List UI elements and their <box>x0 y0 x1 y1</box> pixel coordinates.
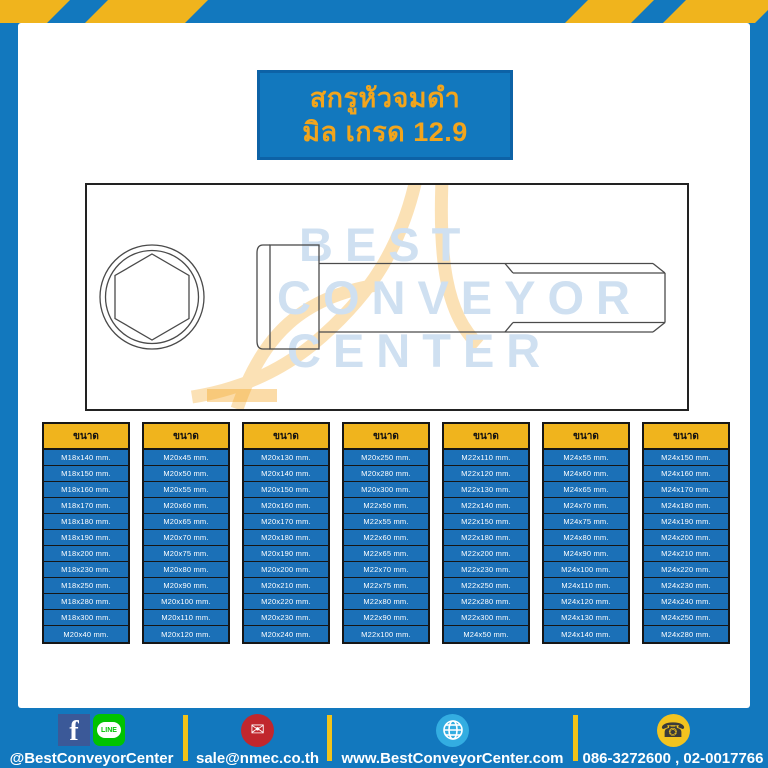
size-cell: M18x190 mm. <box>44 530 128 546</box>
screw-drawing <box>87 185 687 409</box>
size-cell: M24x190 mm. <box>644 514 728 530</box>
size-cell: M18x160 mm. <box>44 482 128 498</box>
size-cell: M18x200 mm. <box>44 546 128 562</box>
footer-phone-section <box>578 708 768 768</box>
size-cell: M24x280 mm. <box>644 626 728 642</box>
line-bubble-text: LINE <box>97 722 121 738</box>
size-cell: M20x40 mm. <box>44 626 128 642</box>
globe-icon <box>436 714 469 747</box>
facebook-icon: f <box>58 714 90 746</box>
line-icon <box>93 714 125 746</box>
size-cell: M24x140 mm. <box>544 626 628 642</box>
size-cell: M20x110 mm. <box>144 610 228 626</box>
size-cell: M24x55 mm. <box>544 450 628 466</box>
size-cell: M18x140 mm. <box>44 450 128 466</box>
size-table-7 <box>642 422 730 644</box>
size-table-6 <box>542 422 630 644</box>
size-table-header: ขนาด <box>144 424 228 450</box>
size-cell: M20x150 mm. <box>244 482 328 498</box>
size-cell: M20x210 mm. <box>244 578 328 594</box>
size-cell: M18x150 mm. <box>44 466 128 482</box>
size-cell: M24x70 mm. <box>544 498 628 514</box>
size-table-2 <box>142 422 230 644</box>
size-cell: M22x120 mm. <box>444 466 528 482</box>
size-cell: M20x140 mm. <box>244 466 328 482</box>
size-table-header: ขนาด <box>344 424 428 450</box>
size-cell: M22x65 mm. <box>344 546 428 562</box>
size-table-4 <box>342 422 430 644</box>
size-cell: M20x300 mm. <box>344 482 428 498</box>
size-table-header: ขนาด <box>444 424 528 450</box>
size-cell: M22x280 mm. <box>444 594 528 610</box>
size-table-header: ขนาด <box>244 424 328 450</box>
size-cell: M22x140 mm. <box>444 498 528 514</box>
size-cell: M24x150 mm. <box>644 450 728 466</box>
size-cell: M24x250 mm. <box>644 610 728 626</box>
size-cell: M20x280 mm. <box>344 466 428 482</box>
size-cell: M24x100 mm. <box>544 562 628 578</box>
head-cap-arc <box>257 245 270 349</box>
size-cell: M20x240 mm. <box>244 626 328 642</box>
size-cell: M20x55 mm. <box>144 482 228 498</box>
head-side <box>270 245 319 349</box>
size-cell: M22x100 mm. <box>344 626 428 642</box>
size-cell: M20x65 mm. <box>144 514 228 530</box>
size-cell: M20x130 mm. <box>244 450 328 466</box>
watermark-conveyor: CONVEYOR <box>277 271 642 324</box>
size-cell: M18x230 mm. <box>44 562 128 578</box>
product-title-line1: สกรูหัวจมดำ <box>309 83 461 113</box>
size-cell: M24x200 mm. <box>644 530 728 546</box>
size-cell: M20x250 mm. <box>344 450 428 466</box>
mail-icon: ✉ <box>241 714 274 747</box>
watermark-center: CENTER <box>287 324 553 377</box>
size-cell: M22x200 mm. <box>444 546 528 562</box>
size-cell: M24x90 mm. <box>544 546 628 562</box>
product-title-line2: มิล เกรด 12.9 <box>302 117 468 147</box>
size-cell: M20x90 mm. <box>144 578 228 594</box>
size-cell: M24x180 mm. <box>644 498 728 514</box>
size-cell: M20x60 mm. <box>144 498 228 514</box>
content-card <box>18 23 750 708</box>
footer-website-section <box>332 708 573 768</box>
size-cell: M20x200 mm. <box>244 562 328 578</box>
phone-icon: ☎ <box>657 714 690 747</box>
size-cell: M20x180 mm. <box>244 530 328 546</box>
size-cell: M24x170 mm. <box>644 482 728 498</box>
size-cell: M18x250 mm. <box>44 578 128 594</box>
size-cell: M18x300 mm. <box>44 610 128 626</box>
size-table-1 <box>42 422 130 644</box>
hex-socket <box>115 254 189 340</box>
size-cell: M18x280 mm. <box>44 594 128 610</box>
technical-drawing-box <box>85 183 689 411</box>
size-cell: M18x170 mm. <box>44 498 128 514</box>
size-cell: M22x300 mm. <box>444 610 528 626</box>
size-table-5 <box>442 422 530 644</box>
size-cell: M20x170 mm. <box>244 514 328 530</box>
size-cell: M20x50 mm. <box>144 466 228 482</box>
size-cell: M22x110 mm. <box>444 450 528 466</box>
hazard-stripe-band <box>0 0 768 23</box>
size-cell: M24x80 mm. <box>544 530 628 546</box>
size-cell: M24x220 mm. <box>644 562 728 578</box>
size-cell: M22x130 mm. <box>444 482 528 498</box>
social-handle: @BestConveyorCenter <box>9 750 174 767</box>
size-cell: M20x220 mm. <box>244 594 328 610</box>
size-cell: M22x180 mm. <box>444 530 528 546</box>
watermark-best: BEST <box>299 218 473 271</box>
email-address: sale@nmec.co.th <box>195 750 319 767</box>
size-cell: M24x120 mm. <box>544 594 628 610</box>
footer-email-section <box>188 708 327 768</box>
size-cell: M24x60 mm. <box>544 466 628 482</box>
size-cell: M22x150 mm. <box>444 514 528 530</box>
hazard-stripe <box>663 0 768 23</box>
hazard-stripe <box>565 0 654 23</box>
size-cell: M22x60 mm. <box>344 530 428 546</box>
footer-contact-bar <box>0 708 768 768</box>
size-cell: M22x70 mm. <box>344 562 428 578</box>
hazard-stripe <box>85 0 208 23</box>
size-table-header: ขนาด <box>644 424 728 450</box>
size-cell: M24x75 mm. <box>544 514 628 530</box>
size-cell: M24x130 mm. <box>544 610 628 626</box>
size-table-3 <box>242 422 330 644</box>
size-cell: M20x230 mm. <box>244 610 328 626</box>
hazard-stripe <box>0 0 70 23</box>
size-cell: M20x120 mm. <box>144 626 228 642</box>
phone-numbers: 086-3272600 , 02-0017766 <box>582 750 764 767</box>
head-inner-circle <box>106 251 199 344</box>
size-cell: M20x80 mm. <box>144 562 228 578</box>
size-cell: M20x70 mm. <box>144 530 228 546</box>
size-cell: M20x75 mm. <box>144 546 228 562</box>
website-url: www.BestConveyorCenter.com <box>341 750 564 767</box>
size-cell: M24x210 mm. <box>644 546 728 562</box>
product-title-box <box>257 70 513 160</box>
size-table-header: ขนาด <box>544 424 628 450</box>
footer-social-section <box>0 708 183 768</box>
size-cell: M22x75 mm. <box>344 578 428 594</box>
size-cell: M20x190 mm. <box>244 546 328 562</box>
size-cell: M22x230 mm. <box>444 562 528 578</box>
size-cell: M20x45 mm. <box>144 450 228 466</box>
size-cell: M22x55 mm. <box>344 514 428 530</box>
size-cell: M24x110 mm. <box>544 578 628 594</box>
size-cell: M22x250 mm. <box>444 578 528 594</box>
size-cell: M20x100 mm. <box>144 594 228 610</box>
size-table-header: ขนาด <box>44 424 128 450</box>
size-cell: M22x80 mm. <box>344 594 428 610</box>
size-cell: M24x50 mm. <box>444 626 528 642</box>
size-cell: M22x50 mm. <box>344 498 428 514</box>
size-cell: M24x160 mm. <box>644 466 728 482</box>
size-cell: M24x65 mm. <box>544 482 628 498</box>
size-cell: M24x240 mm. <box>644 594 728 610</box>
size-tables <box>42 422 730 644</box>
size-cell: M24x230 mm. <box>644 578 728 594</box>
size-cell: M18x180 mm. <box>44 514 128 530</box>
size-cell: M20x160 mm. <box>244 498 328 514</box>
size-cell: M22x90 mm. <box>344 610 428 626</box>
